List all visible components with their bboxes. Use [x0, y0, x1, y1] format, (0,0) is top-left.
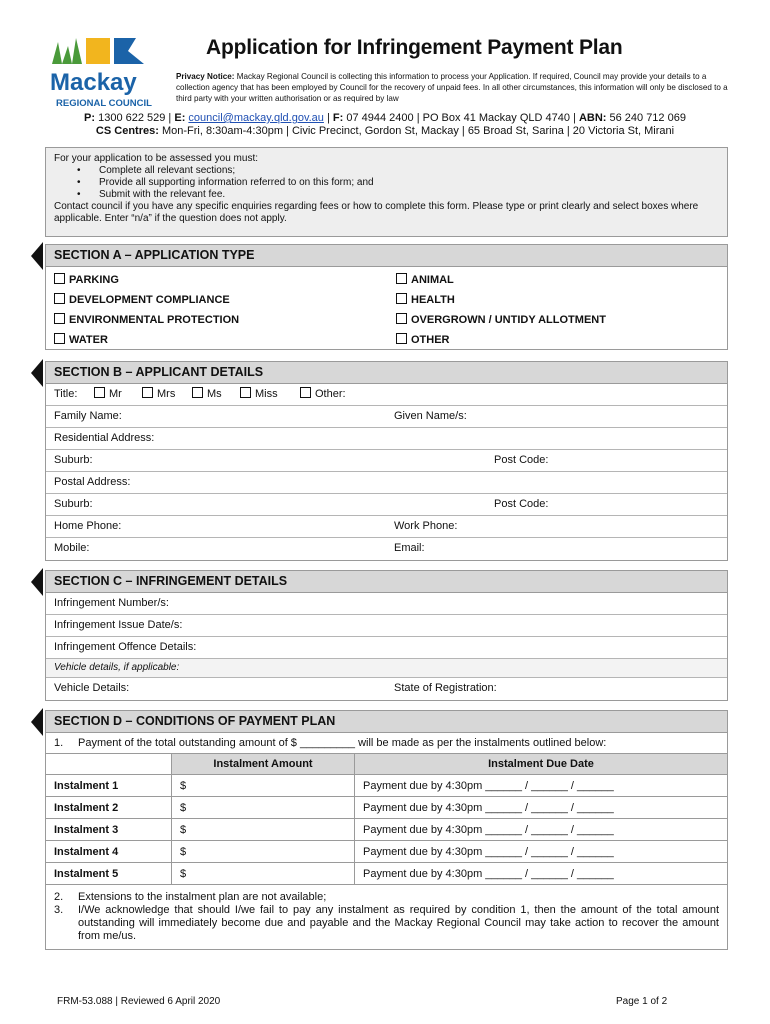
section-c-heading: SECTION C – INFRINGEMENT DETAILS	[46, 571, 727, 593]
mackay-council-logo	[48, 34, 158, 112]
infringement-numbers-field[interactable]: Infringement Number/s:	[54, 597, 169, 609]
phone-row	[46, 516, 727, 538]
instalment-due-field[interactable]: Payment due by 4:30pm ______ / ______ / ______	[355, 775, 728, 797]
name-row	[46, 406, 727, 428]
title-option-label: Miss	[255, 388, 278, 400]
option-parking[interactable]	[54, 270, 119, 290]
condition-2-number: 2.	[54, 891, 64, 903]
section-a-heading: SECTION A – APPLICATION TYPE	[46, 245, 727, 267]
residential-address-field[interactable]: Residential Address:	[54, 432, 155, 444]
option-label: ANIMAL	[411, 274, 454, 286]
instructions-outro: Contact council if you have any specific enquiries regarding fees or how to complete this form. Please type or print clearly and select boxes where applicable. Enter “n/a” if the question does not apply.	[54, 201, 699, 224]
section-c-marker	[31, 568, 43, 596]
mobile-field[interactable]: Mobile:	[54, 542, 90, 554]
option-water[interactable]	[54, 330, 108, 350]
instalment-header-blank	[46, 754, 172, 775]
checkbox[interactable]	[300, 387, 311, 398]
checkbox[interactable]	[54, 273, 65, 284]
condition-1-number: 1.	[54, 737, 64, 749]
option-environmental-protection[interactable]	[54, 310, 239, 330]
section-b	[45, 361, 728, 561]
residential-row	[46, 428, 727, 450]
checkbox[interactable]	[396, 273, 407, 284]
instalment-name: Instalment 5	[46, 863, 172, 885]
condition-3-text: I/We acknowledge that should I/we fail to pay any instalment as required by condition 1, then the amount of the total amount outstanding will immediately become due and payable and the Mackay Regional Council may take action to recover the amount from me/us.	[78, 904, 719, 942]
title-option-label: Mrs	[157, 388, 176, 400]
instalment-amount-field[interactable]: $	[172, 819, 355, 841]
instalment-name: Instalment 3	[46, 819, 172, 841]
instructions-bullet: • Provide all supporting information referred to on this form; and	[99, 177, 719, 189]
checkbox[interactable]	[142, 387, 153, 398]
option-other[interactable]	[396, 330, 450, 350]
section-b-heading: SECTION B – APPLICANT DETAILS	[46, 362, 727, 384]
form-reference: FRM-53.088 | Reviewed 6 April 2020	[57, 996, 221, 1007]
fax-label: F:	[332, 112, 344, 124]
section-d-marker	[31, 708, 43, 736]
instalment-name: Instalment 4	[46, 841, 172, 863]
postal-postcode-field[interactable]: Post Code:	[494, 498, 549, 510]
option-label: HEALTH	[411, 294, 455, 306]
section-d-heading: SECTION D – CONDITIONS OF PAYMENT PLAN	[46, 711, 727, 733]
checkbox[interactable]	[396, 313, 407, 324]
option-label: PARKING	[69, 274, 119, 286]
title-mr[interactable]	[94, 384, 122, 405]
option-animal[interactable]	[396, 270, 454, 290]
title-other[interactable]	[300, 384, 346, 405]
table-row	[46, 841, 727, 863]
title-label: Title:	[54, 388, 78, 400]
vehicle-details-field[interactable]: Vehicle Details:	[54, 682, 130, 694]
residential-suburb-field[interactable]: Suburb:	[54, 454, 93, 466]
condition-2-text: Extensions to the instalment plan are not available;	[78, 891, 327, 903]
option-label: ENVIRONMENTAL PROTECTION	[69, 314, 240, 326]
contact-details	[40, 112, 730, 138]
table-row	[46, 775, 727, 797]
title-row	[46, 384, 727, 406]
given-names-field[interactable]: Given Name/s:	[394, 410, 467, 422]
instalment-amount-field[interactable]: $	[172, 841, 355, 863]
instalment-due-field[interactable]: Payment due by 4:30pm ______ / ______ / ______	[355, 863, 728, 885]
instalment-amount-field[interactable]: $	[172, 775, 355, 797]
logo-subtitle: REGIONAL COUNCIL	[56, 98, 152, 109]
checkbox[interactable]	[94, 387, 105, 398]
section-d	[45, 710, 728, 950]
title-mrs[interactable]	[142, 384, 175, 405]
page-title: Application for Infringement Payment Plan	[206, 36, 623, 59]
section-b-marker	[31, 359, 43, 387]
abn-value: 56 240 712 069	[606, 112, 686, 124]
title-option-label: Mr	[109, 388, 122, 400]
checkbox[interactable]	[54, 293, 65, 304]
cs-value: Mon-Fri, 8:30am-4:30pm | Civic Precinct, Gordon St, Mackay | 65 Broad St, Sarina | 20 Victoria St, Mirani	[158, 125, 675, 137]
title-option-label: Other:	[315, 388, 346, 400]
table-row	[46, 819, 727, 841]
postal-suburb-row	[46, 494, 727, 516]
instructions-box	[45, 147, 728, 237]
section-c	[45, 570, 728, 701]
instalment-name: Instalment 2	[46, 797, 172, 819]
checkbox[interactable]	[396, 333, 407, 344]
checkbox[interactable]	[240, 387, 251, 398]
instalment-due-field[interactable]: Payment due by 4:30pm ______ / ______ / ______	[355, 797, 728, 819]
fax-value: 07 4944 2400 | PO Box 41 Mackay QLD 4740 |	[343, 112, 579, 124]
instructions-intro: For your application to be assessed you must:	[54, 153, 258, 164]
title-ms[interactable]	[192, 384, 222, 405]
section-a	[45, 244, 728, 350]
instalment-name: Instalment 1	[46, 775, 172, 797]
table-row	[46, 863, 727, 885]
instalment-due-field[interactable]: Payment due by 4:30pm ______ / ______ / ______	[355, 841, 728, 863]
postal-row	[46, 472, 727, 494]
option-development-compliance[interactable]	[54, 290, 230, 310]
phone-value: 1300 622 529 |	[95, 112, 175, 124]
option-label: DEVELOPMENT COMPLIANCE	[69, 294, 230, 306]
option-label: WATER	[69, 334, 108, 346]
postal-address-field[interactable]: Postal Address:	[54, 476, 131, 488]
residential-suburb-row	[46, 450, 727, 472]
residential-postcode-field[interactable]: Post Code:	[494, 454, 549, 466]
cs-label: CS Centres:	[95, 125, 159, 137]
checkbox[interactable]	[396, 293, 407, 304]
option-label: OTHER	[411, 334, 450, 346]
instalment-amount-field[interactable]: $	[172, 797, 355, 819]
condition-3-number: 3.	[54, 904, 64, 916]
privacy-text: Mackay Regional Council is collecting this information to process your Application. If required, Council may provide your details to a collection agency that has been employed by Council for the recovery of unpaid fees. In all other circumstances, this information will only be disclosed to a third party with your written authorisation or as required by law	[176, 72, 728, 104]
title-miss[interactable]	[240, 384, 278, 405]
checkbox[interactable]	[54, 313, 65, 324]
infringement-offence-field[interactable]: Infringement Offence Details:	[54, 641, 197, 653]
option-overgrown[interactable]	[396, 310, 606, 330]
postal-suburb-field[interactable]: Suburb:	[54, 498, 93, 510]
family-name-field[interactable]: Family Name:	[54, 410, 122, 422]
email-field[interactable]: Email:	[394, 542, 425, 554]
privacy-label: Privacy Notice:	[176, 72, 235, 81]
title-option-label: Ms	[207, 388, 222, 400]
contact-sep: |	[323, 112, 333, 124]
privacy-notice	[176, 71, 728, 105]
infringement-issue-date-field[interactable]: Infringement Issue Date/s:	[54, 619, 183, 631]
condition-1-text: Payment of the total outstanding amount of $ _________ will be made as per the instalments outlined below:	[78, 737, 607, 749]
checkbox[interactable]	[192, 387, 203, 398]
vehicle-note: Vehicle details, if applicable:	[54, 662, 180, 673]
instalment-amount-header: Instalment Amount	[172, 754, 355, 775]
instalment-amount-field[interactable]: $	[172, 863, 355, 885]
home-phone-field[interactable]: Home Phone:	[54, 520, 122, 532]
instalment-due-field[interactable]: Payment due by 4:30pm ______ / ______ / ______	[355, 819, 728, 841]
option-label: OVERGROWN / UNTIDY ALLOTMENT	[411, 314, 606, 326]
checkbox[interactable]	[54, 333, 65, 344]
logo-wordmark: Mackay	[50, 69, 137, 96]
state-registration-field[interactable]: State of Registration:	[394, 682, 497, 694]
table-row	[46, 797, 727, 819]
work-phone-field[interactable]: Work Phone:	[394, 520, 458, 532]
instructions-bullet: • Submit with the relevant fee.	[99, 189, 719, 201]
mobile-row	[46, 538, 727, 559]
abn-label: ABN:	[578, 112, 607, 124]
phone-label: P:	[84, 112, 96, 124]
instructions-bullet: • Complete all relevant sections;	[99, 165, 719, 177]
instalment-due-header: Instalment Due Date	[355, 754, 728, 775]
option-health[interactable]	[396, 290, 455, 310]
section-a-marker	[31, 242, 43, 270]
email-label: E:	[174, 112, 186, 124]
page-number: Page 1 of 2	[616, 996, 668, 1007]
instalment-table	[46, 753, 727, 885]
email-link[interactable]: council@mackay.qld.gov.au	[188, 112, 324, 124]
